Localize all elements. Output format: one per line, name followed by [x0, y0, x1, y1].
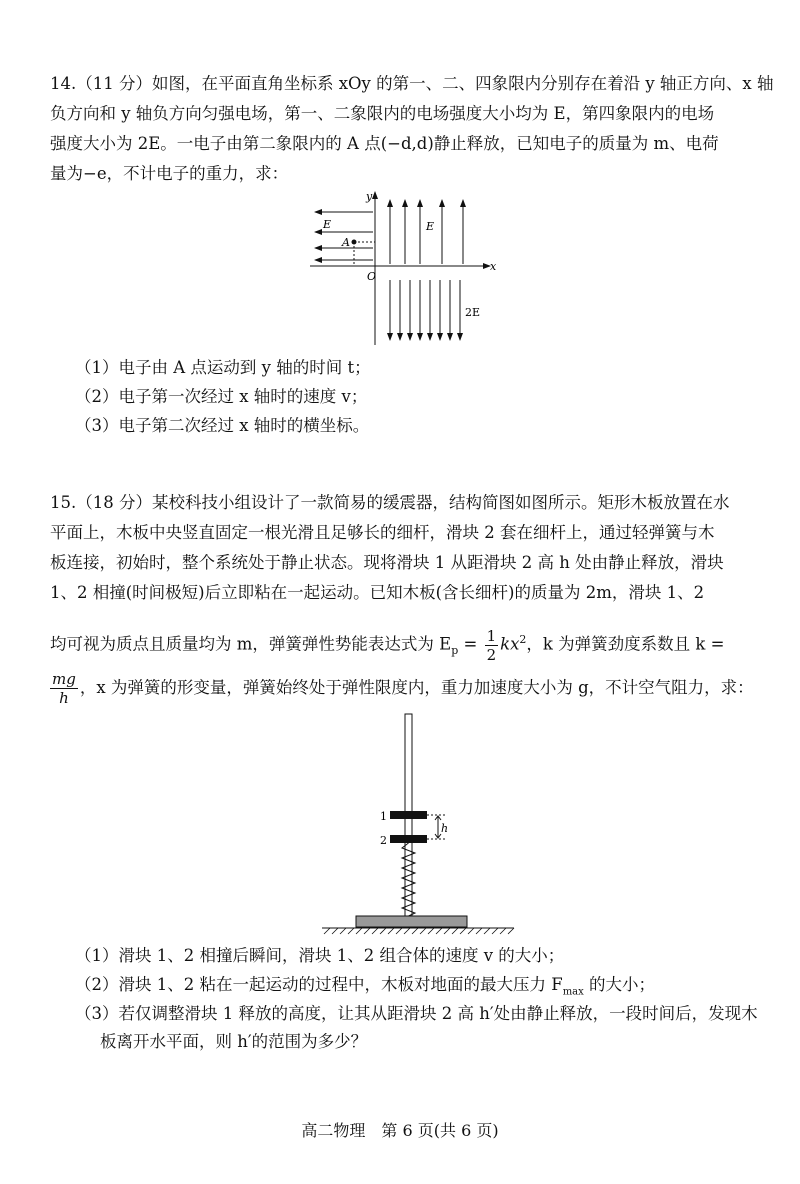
- slider-1: [390, 811, 427, 819]
- q15-half-fraction: [485, 627, 499, 664]
- q15-damper-diagram: [318, 712, 518, 938]
- fraction-denominator: h: [59, 689, 69, 707]
- ground-hatching: [324, 928, 514, 934]
- q15-kx: kx: [500, 634, 520, 654]
- q15-line-6: [50, 668, 754, 708]
- q15-square: 2: [519, 633, 527, 646]
- page-footer: 高二物理 第 6 页(共 6 页): [301, 1121, 499, 1140]
- q14-sub-1: （1）电子由 A 点运动到 y 轴的时间 t；: [75, 358, 371, 377]
- q15-ep-subscript: p: [451, 643, 459, 657]
- q14-sub-3: （3）电子第二次经过 x 轴时的横坐标。: [75, 416, 370, 435]
- q15-sub-2-text-a: （2）滑块 1、2 粘在一起运动的过程中，木板对地面的最大压力 F: [75, 975, 563, 994]
- q15-equals: =: [458, 634, 483, 654]
- q14-field-diagram: [305, 188, 505, 348]
- fraction-numerator: mg: [52, 670, 76, 688]
- q15-sub-1: （1）滑块 1、2 相撞后瞬间，滑块 1、2 组合体的速度 v 的大小；: [75, 946, 565, 965]
- q15-line-4: 1、2 相撞(时间极短)后立即粘在一起运动。已知木板(含长细杆)的质量为 2m，滑块 1、2: [50, 583, 705, 602]
- q15-line-6-text: ，x 为弹簧的形变量，弹簧始终处于弹性限度内，重力加速度大小为 g，不计空气阻力，求：: [79, 678, 754, 697]
- fraction-denominator: 2: [486, 645, 497, 664]
- q15-line-5-text-c: ，k 为弹簧劲度系数且 k =: [526, 634, 725, 654]
- q14-line-3: 强度大小为 2E。一电子由第二象限内的 A 点(−d,d)静止释放，已知电子的质量为 m、电荷: [50, 134, 719, 153]
- q15-sub-3-line-2: 板离开水平面，则 h′的范围为多少？: [100, 1032, 368, 1051]
- q15-line-1: 15.（18 分）某校科技小组设计了一款简易的缓震器，结构简图如图所示。矩形木板放置在水: [50, 493, 730, 512]
- h-label: h: [441, 822, 449, 835]
- wooden-board: [356, 916, 467, 927]
- origin-label: O: [367, 270, 377, 283]
- q15-sub-2-text-b: 的大小；: [583, 975, 656, 994]
- q15-sub-3-line-1: （3）若仅调整滑块 1 释放的高度，让其从距滑块 2 高 h′处由静止释放，一段时间后，发现木: [75, 1004, 758, 1023]
- y-axis-label: y: [366, 190, 373, 203]
- field-label-left: E: [323, 218, 332, 231]
- field-label-right: E: [426, 220, 435, 233]
- q15-line-3: 板连接，初始时，整个系统处于静止状态。现将滑块 1 从距滑块 2 高 h 处由静止释放，滑块: [50, 553, 724, 572]
- q14-line-4: 量为−e，不计电子的重力，求：: [50, 164, 289, 183]
- q15-line-5: [50, 620, 724, 671]
- q14-sub-2: （2）电子第一次经过 x 轴时的速度 v；: [75, 387, 368, 406]
- q14-line-1: 14.（11 分）如图，在平面直角坐标系 xOy 的第一、二、四象限内分别存在着沿 y 轴正方向、x 轴: [50, 74, 774, 93]
- q14-line-2: 负方向和 y 轴负方向匀强电场，第一、二象限内的电场强度大小均为 E，第四象限内的电场: [50, 104, 715, 123]
- x-axis-label: x: [490, 260, 497, 273]
- slider-2-label: 2: [380, 834, 387, 847]
- q15-mg-h-fraction: [50, 670, 78, 707]
- q15-line-5-text-a: 均可视为质点且质量均为 m，弹簧弹性势能表达式为 E: [50, 634, 452, 654]
- slider-1-label: 1: [380, 810, 387, 823]
- q15-sub-2: [75, 975, 655, 1002]
- field-label-2e: 2E: [465, 306, 481, 319]
- point-a-label: A: [342, 236, 350, 249]
- slider-2: [390, 835, 427, 843]
- fmax-subscript: max: [562, 986, 584, 998]
- fraction-numerator: 1: [486, 626, 497, 645]
- q15-line-2: 平面上，木板中央竖直固定一根光滑且足够长的细杆，滑块 2 套在细杆上，通过轻弹簧与木: [50, 523, 715, 542]
